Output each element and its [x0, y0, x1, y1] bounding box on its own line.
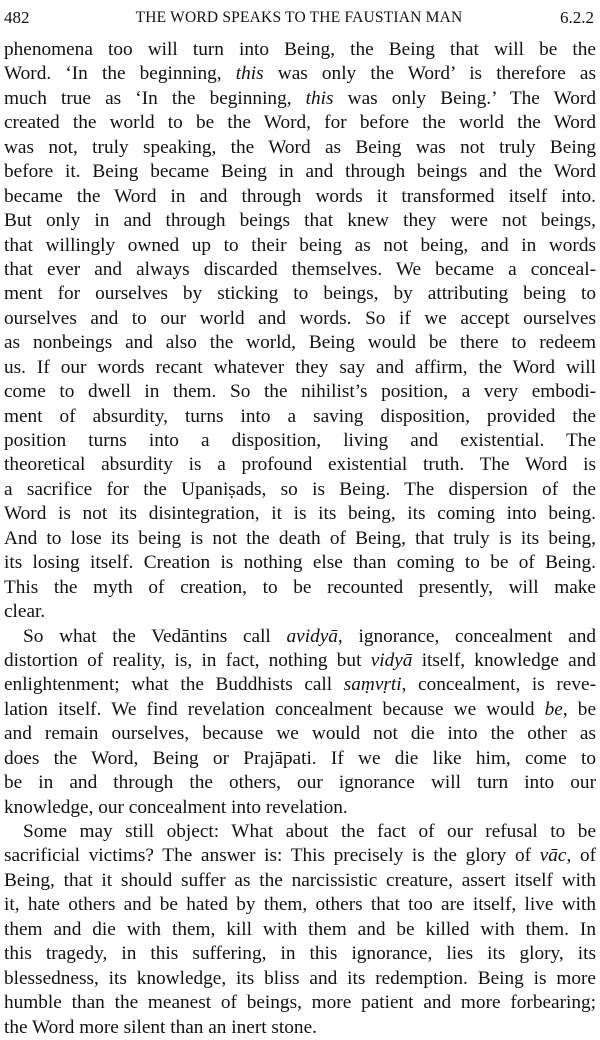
- text-line: Some may still object: What about the fact of our refusal to be: [23, 821, 596, 842]
- text-line: ment of absurdity, turns into a saving disposition, provided the: [4, 405, 596, 427]
- text-line: And to lose its being is not the death of Being, that truly is its being,: [4, 527, 596, 549]
- text-line: distortion of reality, is, in fact, nothing but vidyā itself, knowledge and: [4, 649, 596, 671]
- text-line: Being, that it should suffer as the narcissistic creature, assert itself with: [4, 869, 596, 891]
- text-line: as nonbeings and also the world, Being would be there to redeem: [4, 332, 596, 354]
- text-line: But only in and through beings that knew they were not beings,: [4, 210, 596, 232]
- page-number: 482: [4, 8, 30, 27]
- section-number: 6.2.2: [560, 8, 594, 27]
- text-line: knowledge, our concealment into revelation.: [4, 796, 348, 818]
- text-line: enlightenment; what the Buddhists call saṃvṛti, concealment, is reve-: [4, 674, 596, 696]
- running-title: THE WORD SPEAKS TO THE FAUSTIAN MAN: [135, 9, 463, 26]
- text-line: clear.: [4, 601, 46, 623]
- text-line: us. If our words recant whatever they say and affirm, the Word will: [4, 356, 596, 378]
- text-line: be in and through the others, our ignorance will turn into our: [4, 772, 596, 794]
- text-line: Word is not its disintegration, it is its being, its coming into being.: [4, 503, 596, 525]
- text-line: blessedness, its knowledge, its bliss and its redemption. Being is more: [4, 967, 596, 989]
- text-line: its losing itself. Creation is nothing else than coming to be of Being.: [4, 552, 596, 574]
- text-line: this tragedy, in this suffering, in this ignorance, lies its glory, its: [4, 943, 596, 965]
- text-line: ourselves and to our world and words. So if we accept ourselves: [4, 307, 596, 329]
- text-line: So what the Vedāntins call avidyā, ignorance, concealment and: [23, 625, 596, 647]
- text-line: created the world to be the Word, for before the world the Word: [4, 112, 596, 134]
- text-line: the Word more silent than an inert stone.: [4, 1016, 317, 1038]
- running-head: [4, 6, 594, 30]
- text-line: humble than the meanest of beings, more patient and more forbearing;: [4, 992, 596, 1014]
- text-line: does the Word, Being or Prajāpati. If we die like him, come to: [4, 747, 596, 769]
- text-line: much true as ‘In the beginning, this was only Being.’ The Word: [4, 87, 596, 109]
- text-line: it, hate others and be hated by them, others that too are itself, live with: [4, 894, 596, 916]
- text-line: a sacrifice for the Upaniṣads, so is Being. The dispersion of the: [4, 478, 596, 500]
- text-line: before it. Being became Being in and through beings and the Word: [4, 161, 596, 183]
- text-line: them and die with them, kill with them and be killed with them. In: [4, 918, 596, 940]
- text-line: was not, truly speaking, the Word as Being was not truly Being: [4, 136, 596, 158]
- text-line: that ever and always discarded themselves. We became a conceal-: [4, 258, 596, 280]
- text-line: sacrificial victims? The answer is: This precisely is the glory of vāc, of: [4, 845, 596, 867]
- text-line: that willingly owned up to their being as not being, and in words: [4, 234, 596, 256]
- text-line: come to dwell in them. So the nihilist’s position, a very embodi-: [4, 381, 596, 403]
- text-line: position turns into a disposition, living and existential. The: [4, 430, 596, 451]
- text-line: lation itself. We find revelation concealment because we would be, be: [4, 698, 596, 720]
- body-text: [4, 38, 596, 1040]
- text-line: became the Word in and through words it transformed itself into.: [4, 185, 596, 207]
- text-line: and remain ourselves, because we would not die into the other as: [4, 723, 596, 745]
- text-line: Word. ‘In the beginning, this was only the Word’ is therefore as: [4, 63, 596, 85]
- text-line: theoretical absurdity is a profound existential truth. The Word is: [4, 454, 596, 476]
- text-line: This the myth of creation, to be recounted presently, will make: [4, 576, 596, 598]
- text-line: ment for ourselves by sticking to beings, by attributing being to: [4, 283, 596, 305]
- text-line: phenomena too will turn into Being, the Being that will be the: [4, 39, 596, 60]
